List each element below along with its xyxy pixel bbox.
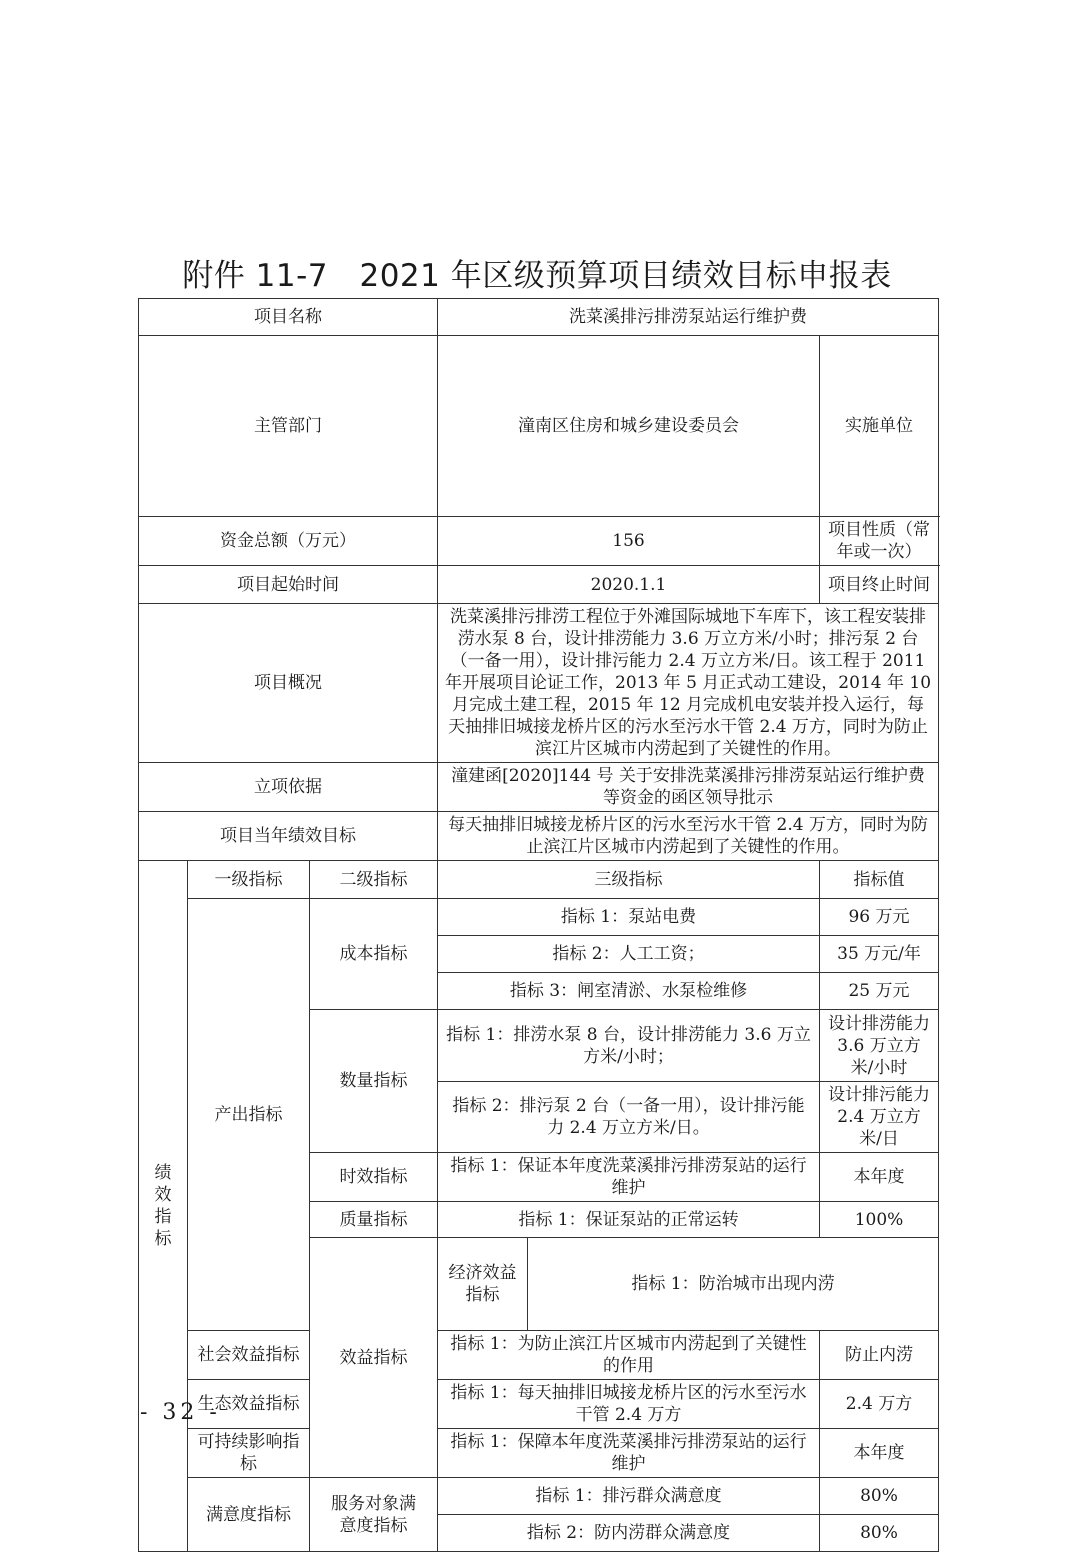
goal-label: 项目当年绩效目标	[139, 812, 438, 861]
perf-side-label	[139, 861, 188, 1552]
page-number: - 32 -	[140, 1400, 221, 1425]
document-title: 附件 11-7 2021 年区级预算项目绩效目标申报表	[182, 258, 892, 294]
header-value: 指标值	[820, 861, 939, 899]
econ-text: 指标 1：防治城市出现内涝	[528, 1238, 939, 1331]
cost-value: 25 万元	[820, 973, 939, 1010]
project-name-value: 洗菜溪排污排涝泵站运行维护费	[438, 299, 939, 336]
sustain-indicator-label: 可持续影响指标	[188, 1429, 310, 1478]
row-cost-1	[139, 899, 939, 936]
cost-text: 指标 3：闸室清淤、水泵检维修	[438, 973, 820, 1010]
cost-value: 96 万元	[820, 899, 939, 936]
satis-text: 指标 2：防内涝群众满意度	[438, 1515, 820, 1552]
qty-indicator-label: 数量指标	[310, 1010, 438, 1153]
time-indicator-label: 时效指标	[310, 1153, 438, 1202]
quality-indicator-label: 质量指标	[310, 1202, 438, 1238]
row-social	[139, 1331, 939, 1380]
header-level3: 三级指标	[438, 861, 820, 899]
eco-value: 2.4 万方	[820, 1380, 939, 1429]
end-label: 项目终止时间	[820, 566, 939, 604]
row-eco	[139, 1380, 939, 1429]
row-basis	[139, 763, 939, 812]
row-goal	[139, 812, 939, 861]
impl-label: 实施单位	[820, 336, 939, 517]
start-value: 2020.1.1	[438, 566, 820, 604]
satisfaction-indicator-label: 满意度指标	[188, 1478, 310, 1552]
cost-value: 35 万元/年	[820, 936, 939, 973]
nature-label: 项目性质（常年或一次）	[820, 517, 939, 566]
dept-value: 潼南区住房和城乡建设委员会	[438, 336, 820, 517]
row-department	[139, 336, 939, 517]
qty-text: 指标 1：排涝水泵 8 台，设计排涝能力 3.6 万立方米/小时；	[438, 1010, 820, 1082]
cost-indicator-label: 成本指标	[310, 899, 438, 1010]
social-indicator-label: 社会效益指标	[188, 1331, 310, 1380]
social-text: 指标 1：为防止滨江片区城市内涝起到了关键性的作用	[438, 1331, 820, 1380]
basis-text: 潼建函[2020]144 号 关于安排洗菜溪排污排涝泵站运行维护费等资金的函区领导批示	[438, 763, 939, 812]
overview-label: 项目概况	[139, 604, 438, 763]
eco-indicator-label: 生态效益指标	[188, 1380, 310, 1429]
quality-value: 100%	[820, 1202, 939, 1238]
time-text: 指标 1：保证本年度洗菜溪排污排涝泵站的运行维护	[438, 1153, 820, 1202]
qty-text: 指标 2：排污泵 2 台（一备一用），设计排污能力 2.4 万立方米/日。	[438, 1082, 820, 1153]
quality-text: 指标 1：保证泵站的正常运转	[438, 1202, 820, 1238]
start-label: 项目起始时间	[139, 566, 438, 604]
row-period	[139, 566, 939, 604]
side-char: 标	[154, 1229, 172, 1249]
eco-text: 指标 1：每天抽排旧城接龙桥片区的污水至污水干管 2.4 万方	[438, 1380, 820, 1429]
satis-text: 指标 1：排污群众满意度	[438, 1478, 820, 1515]
cost-text: 指标 1：泵站电费	[438, 899, 820, 936]
basis-label: 立项依据	[139, 763, 438, 812]
side-char: 指	[154, 1207, 172, 1227]
time-value: 本年度	[820, 1153, 939, 1202]
row-fund	[139, 517, 939, 566]
sustain-text: 指标 1：保障本年度洗菜溪排污排涝泵站的运行维护	[438, 1429, 820, 1478]
row-satis-1	[139, 1478, 939, 1515]
social-value: 防止内涝	[820, 1331, 939, 1380]
project-name-label: 项目名称	[139, 299, 438, 336]
satis-value: 80%	[820, 1515, 939, 1552]
dept-label: 主管部门	[139, 336, 438, 517]
header-level1: 一级指标	[188, 861, 310, 899]
side-char: 效	[154, 1185, 172, 1205]
row-perf-header	[139, 861, 939, 899]
goal-text: 每天抽排旧城接龙桥片区的污水至污水干管 2.4 万方，同时为防止滨江片区城市内涝起到了关键性的作用。	[438, 812, 939, 861]
fund-value: 156	[438, 517, 820, 566]
row-overview	[139, 604, 939, 763]
performance-target-table	[138, 298, 939, 1552]
sustain-value: 本年度	[820, 1429, 939, 1478]
qty-value: 设计排涝能力 3.6 万立方米/小时	[820, 1010, 939, 1082]
side-char: 绩	[154, 1163, 172, 1183]
econ-indicator-label: 经济效益指标	[438, 1238, 528, 1331]
benefit-indicator-label: 效益指标	[310, 1238, 438, 1478]
row-project-name	[139, 299, 939, 336]
fund-label: 资金总额（万元）	[139, 517, 438, 566]
cost-text: 指标 2：人工工资；	[438, 936, 820, 973]
header-level2: 二级指标	[310, 861, 438, 899]
output-indicator-label: 产出指标	[188, 899, 310, 1331]
qty-value: 设计排污能力 2.4 万立方米/日	[820, 1082, 939, 1153]
service-satisfaction-label: 服务对象满意度指标	[310, 1478, 438, 1552]
row-sustain	[139, 1429, 939, 1478]
satis-value: 80%	[820, 1478, 939, 1515]
overview-text: 洗菜溪排污排涝工程位于外滩国际城地下车库下，该工程安装排涝水泵 8 台，设计排涝能力 3.6 万立方米/小时；排污泵 2 台（一备一用），设计排污能力 2.4 万立方米/日。该工程于 2011 年开展项目论证工作，2013 年 5 月正式动工建设，2014 年 10 月完成土建工程，2015 年 12 月完成机电安装并投入运行，每天抽排旧城接龙桥片区的污水至污水干管 2.4 万方，同时为防止滨江片区城市内涝起到了关键性的作用。	[438, 604, 939, 763]
